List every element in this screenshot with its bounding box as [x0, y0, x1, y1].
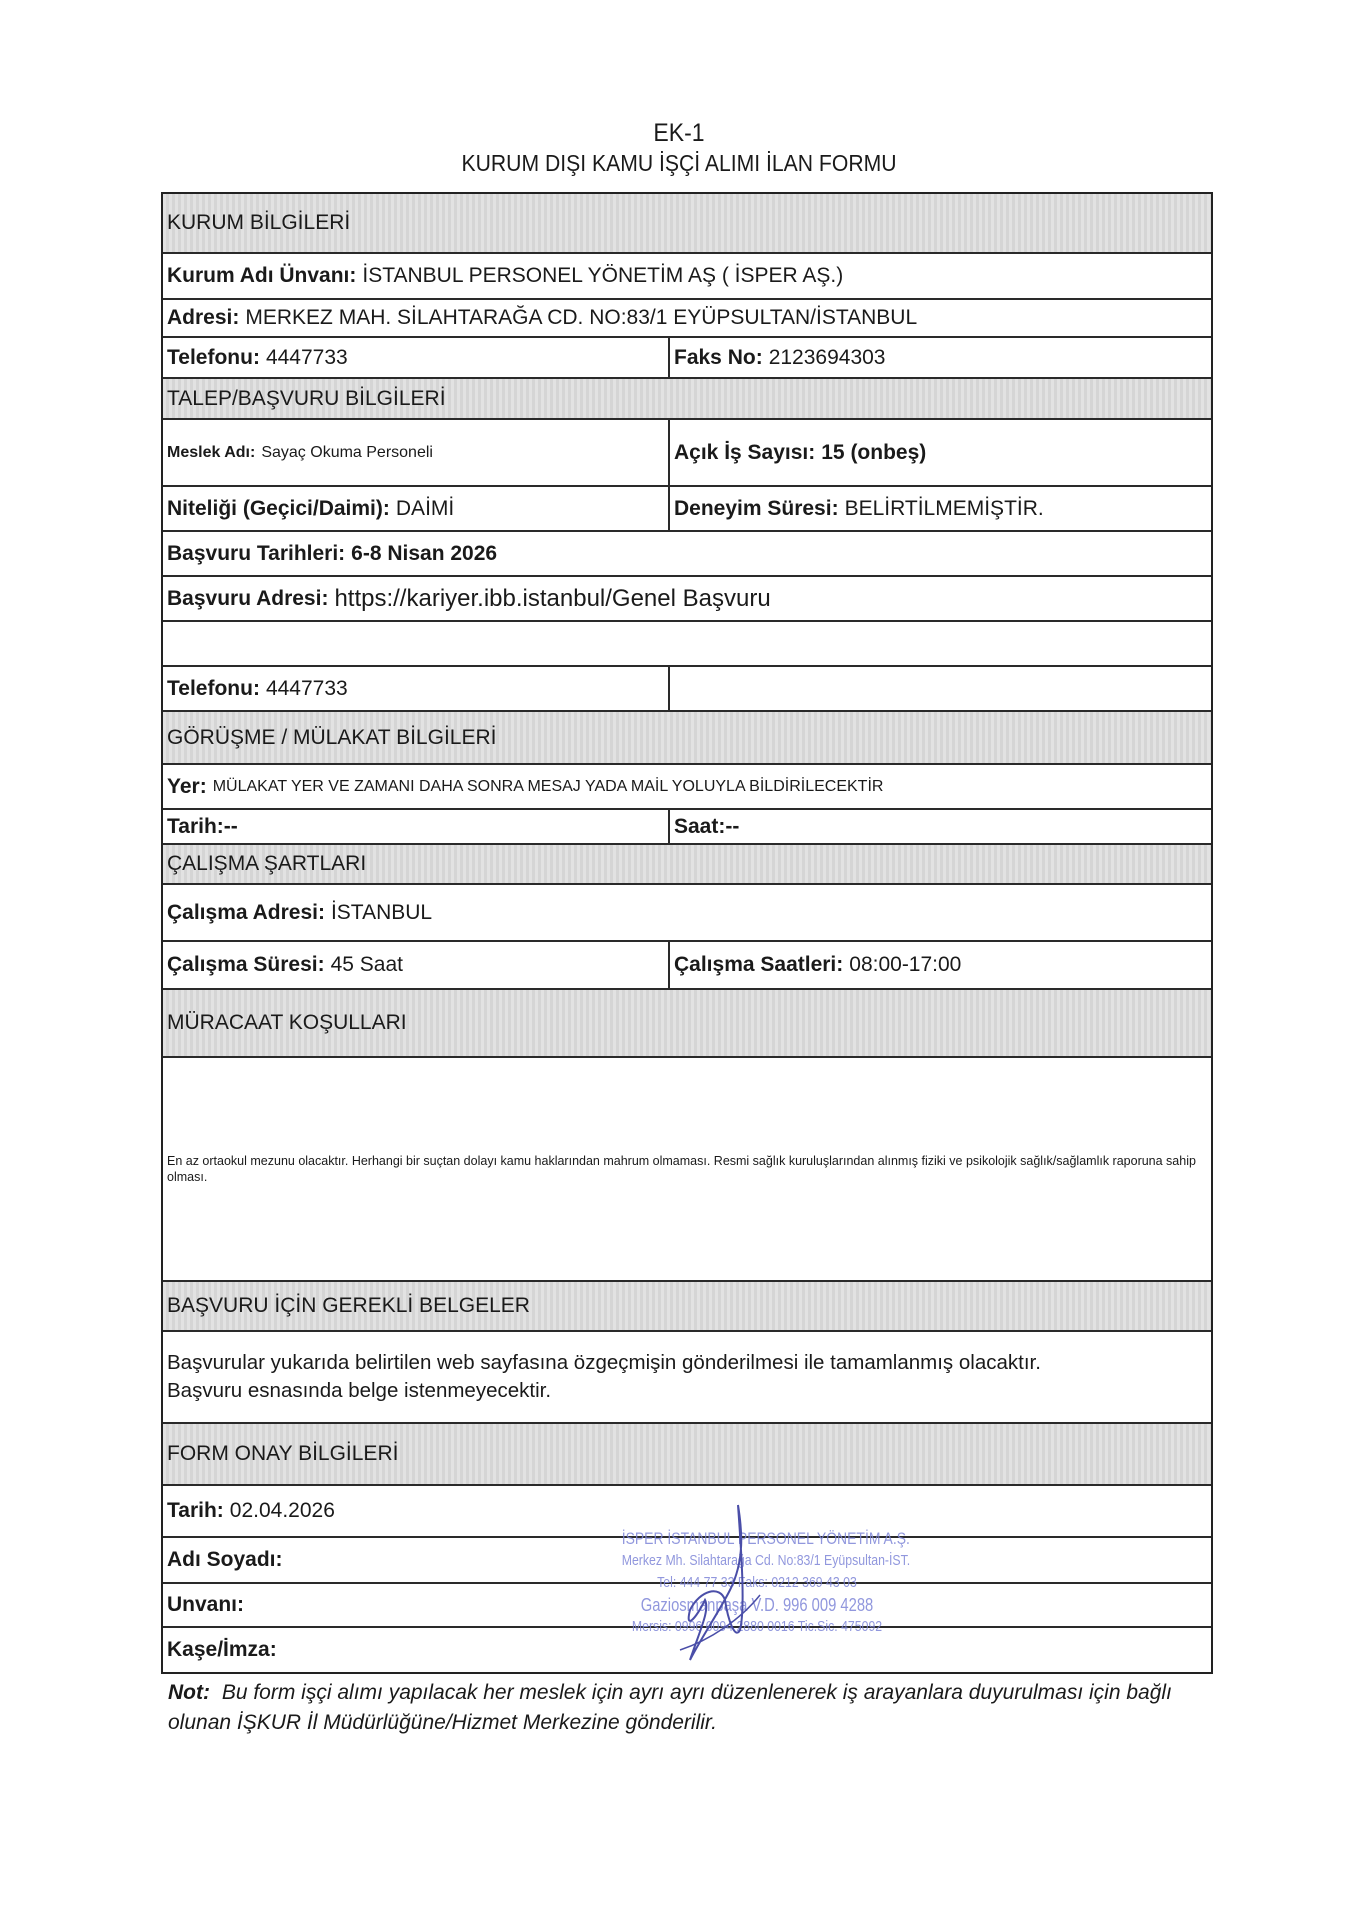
row-onay-ad [163, 1538, 1211, 1584]
field-label: Faks No: [674, 345, 763, 369]
acik-is-value: 15 (onbeş) [821, 440, 927, 464]
section-title: ÇALIŞMA ŞARTLARI [167, 852, 367, 875]
talep-phone-value: 4447733 [265, 676, 348, 700]
field-label: Çalışma Adresi: [167, 900, 325, 924]
empty-cell [163, 622, 1211, 665]
kurum-name-value: İSTANBUL PERSONEL YÖNETİM AŞ ( İSPER AŞ.) [362, 264, 844, 287]
section-title: FORM ONAY BİLGİLERİ [167, 1442, 399, 1465]
section-title: MÜRACAAT KOŞULLARI [167, 1011, 407, 1034]
muracaat-conditions-text: En az ortaokul mezunu olacaktır. Herhangi bir suçtan dolayı kamu haklarından mahrum olmaması. Resmi sağlık kuruluşlarından alınmış fiziki ve psikolojik sağlık/sağlamlık raporuna sahip olması. [167, 1154, 1196, 1184]
row-calisma-adresi [163, 885, 1211, 942]
section-title: GÖRÜŞME / MÜLAKAT BİLGİLERİ [167, 725, 497, 749]
section-muracaat-header [163, 990, 1211, 1058]
field-label: Tarih: [167, 814, 224, 838]
row-kurum-address [163, 300, 1211, 338]
row-meslek [163, 420, 1211, 487]
mulakat-yer-value: MÜLAKAT YER VE ZAMANI DAHA SONRA MESAJ YADA MAİL YOLUYLA BİLDİRİLECEKTİR [212, 777, 884, 795]
field-label: Adresi: [167, 306, 240, 329]
field-label: Kurum Adı Ünvanı: [167, 264, 357, 287]
meslek-value: Sayaç Okuma Personeli [261, 443, 433, 461]
mulakat-tarih-value: -- [223, 814, 238, 838]
kurum-address-value: MERKEZ MAH. SİLAHTARAĞA CD. NO:83/1 EYÜPSULTAN/İSTANBUL [245, 306, 918, 329]
field-label: Unvanı: [167, 1593, 245, 1616]
field-label: Yer: [167, 774, 207, 798]
note-text: Bu form işçi alımı yapılacak her meslek için ayrı ayrı düzenlenerek iş arayanlara duyurulması için bağlı olunan İŞKUR İl Müdürlüğüne/Hizmet Merkezine gönderilir. [168, 1681, 1172, 1734]
row-belgeler-text [163, 1332, 1211, 1424]
field-label: Başvuru Adresi: [167, 586, 329, 610]
row-empty [163, 622, 1211, 667]
section-title: TALEP/BAŞVURU BİLGİLERİ [167, 386, 446, 410]
note-label: Not: [168, 1681, 210, 1704]
mulakat-saat-value: -- [725, 814, 740, 838]
field-label: Çalışma Saatleri: [674, 953, 844, 976]
field-label: Telefonu: [167, 345, 260, 369]
form-title: KURUM DIŞI KAMU İŞÇİ ALIMI İLAN FORMU [461, 150, 897, 176]
field-label: Telefonu: [167, 676, 260, 700]
kurum-phone-value: 4447733 [265, 345, 348, 369]
field-label: Saat: [674, 814, 726, 838]
belgeler-text-line1: Başvurular yukarıda belirtilen web sayfasına özgeçmişin gönderilmesi ile tamamlanmış olacaktır. [167, 1351, 1041, 1374]
row-calisma-sure [163, 942, 1211, 990]
stamp-line: Merkez Mh. Silahtarağa Cd. No:83/1 Eyüpsultan-İST. [621, 1552, 911, 1569]
stamp-line: Tel: 444 77 33 Faks: 0212 369 43 03 [657, 1574, 857, 1591]
field-label: Başvuru Tarihleri: [167, 541, 346, 565]
field-label: Kaşe/İmza: [167, 1638, 277, 1661]
row-mulakat-tarih [163, 810, 1211, 845]
field-label: Niteliği (Geçici/Daimi): [167, 496, 390, 520]
basvuru-adresi-link[interactable]: https://kariyer.ibb.istanbul/Genel Başvuru [334, 584, 771, 612]
row-muracaat-text [163, 1058, 1211, 1282]
row-onay-tarih [163, 1486, 1211, 1538]
calisma-suresi-value: 45 Saat [330, 953, 403, 976]
row-basvuru-tarihleri [163, 532, 1211, 577]
section-kurum-header [163, 194, 1211, 254]
belgeler-text-line2: Başvuru esnasında belge istenmeyecektir. [167, 1379, 552, 1402]
row-nitelik [163, 487, 1211, 532]
row-kurum-name [163, 254, 1211, 300]
onay-tarih-value: 02.04.2026 [229, 1499, 335, 1522]
row-kurum-contact [163, 338, 1211, 379]
row-talep-phone [163, 667, 1211, 712]
row-basvuru-adresi [163, 577, 1211, 622]
section-title: BAŞVURU İÇİN GEREKLİ BELGELER [167, 1294, 530, 1317]
footnote [168, 1678, 1228, 1738]
kurum-fax-value: 2123694303 [768, 345, 886, 369]
field-label: Meslek Adı: [167, 443, 256, 461]
section-calisma-header [163, 845, 1211, 885]
basvuru-tarihleri-value: 6-8 Nisan 2026 [351, 541, 498, 565]
field-label: Tarih: [167, 1499, 224, 1522]
section-mulakat-header [163, 712, 1211, 765]
field-label: Deneyim Süresi: [674, 496, 839, 520]
row-mulakat-yer [163, 765, 1211, 810]
belgeler-text [163, 1332, 1211, 1422]
field-label: Çalışma Süresi: [167, 953, 325, 976]
announcement-form [161, 192, 1213, 1674]
nitelik-value: DAİMİ [395, 496, 455, 520]
section-talep-header [163, 379, 1211, 420]
stamp-line: Gaziosmanpaşa V.D. 996 009 4288 [640, 1595, 874, 1615]
deneyim-value: BELİRTİLMEMİŞTİR. [844, 496, 1044, 520]
form-title-block [0, 118, 1358, 178]
calisma-saatleri-value: 08:00-17:00 [849, 953, 962, 976]
calisma-adresi-value: İSTANBUL [330, 900, 433, 924]
row-onay-unvan [163, 1584, 1211, 1628]
field-label: Açık İş Sayısı: [674, 440, 816, 464]
field-label: Adı Soyadı: [167, 1548, 283, 1571]
section-belgeler-header [163, 1282, 1211, 1332]
stamp-line: Mersis: 0996 0094 2880 0016 Tic.Sic. 475092 [631, 1618, 883, 1635]
section-onay-header [163, 1424, 1211, 1486]
row-onay-kase [163, 1628, 1211, 1672]
section-title: KURUM BİLGİLERİ [167, 211, 351, 234]
annex-title: EK-1 [653, 119, 705, 147]
stamp-line: İSPER İSTANBUL PERSONEL YÖNETİM A.Ş. [621, 1529, 910, 1548]
empty-cell [670, 667, 1211, 710]
